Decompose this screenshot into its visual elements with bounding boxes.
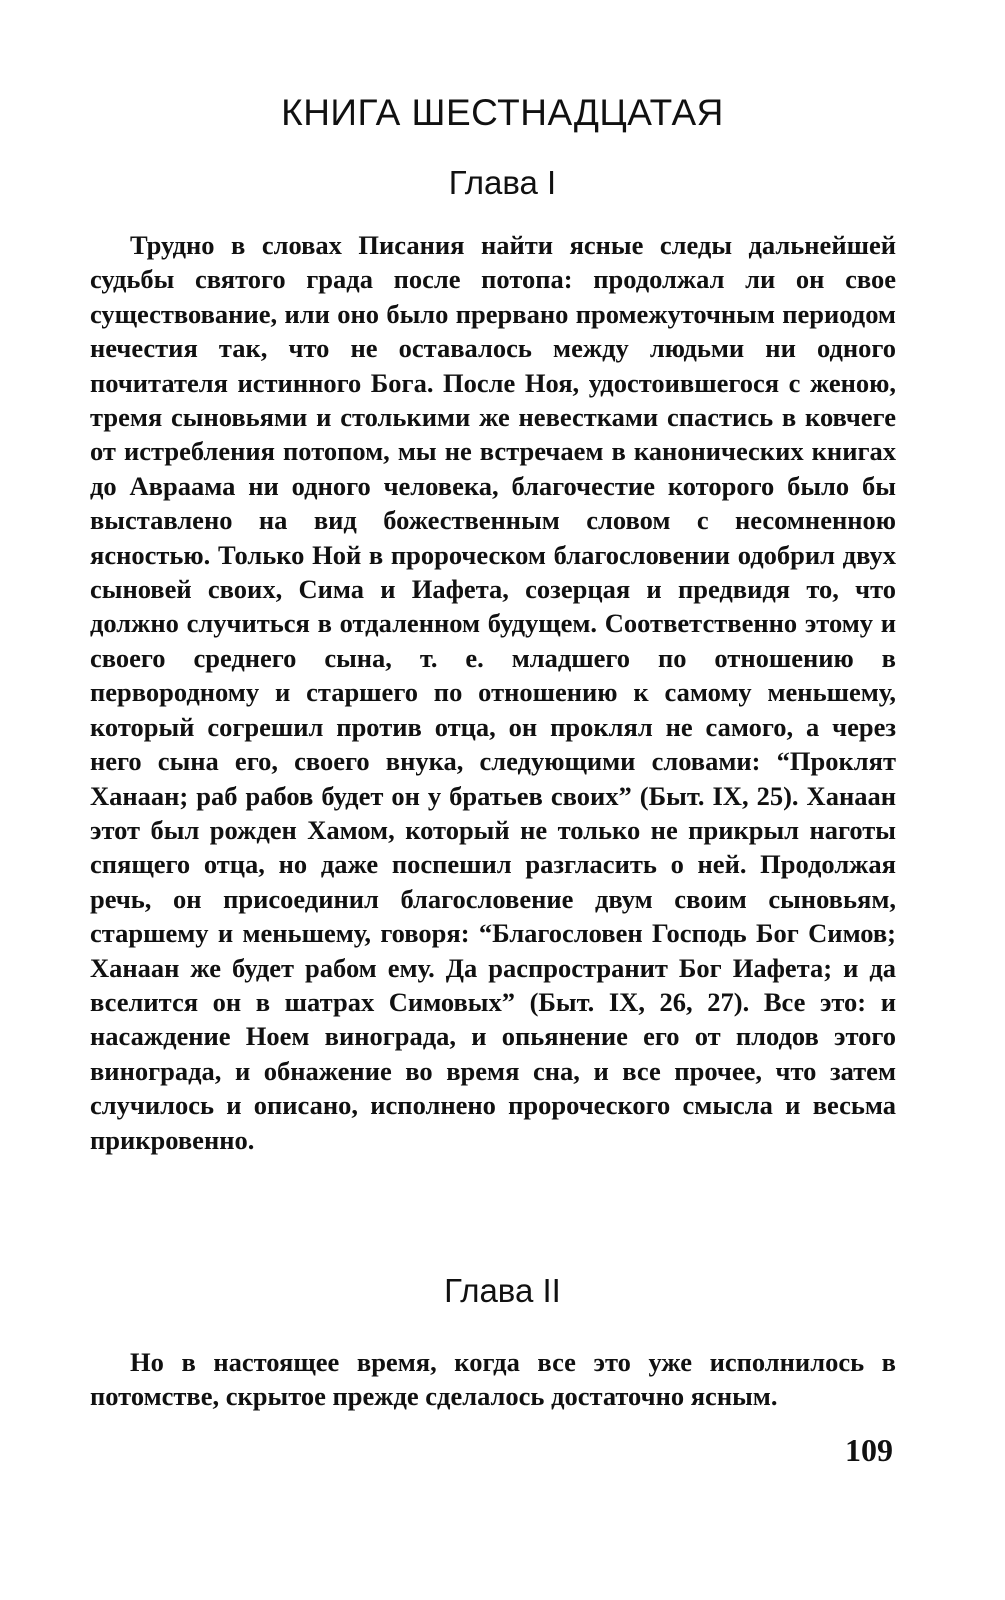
chapter-paragraph: Но в настоящее время, когда все это уже исполнилось в потомстве, скрытое прежде сделалось достаточно ясным. — [90, 1347, 896, 1412]
chapter-heading: Глава II — [444, 1272, 561, 1309]
book-title: КНИГА ШЕСТНАДЦАТАЯ — [281, 92, 724, 133]
page-number: 109 — [845, 1432, 893, 1468]
chapter-heading: Глава I — [448, 164, 557, 201]
chapter-paragraph: Трудно в словах Писания найти ясные следы дальнейшей судьбы святого града после потопа: продолжал ли он свое существование, или оно было прервано промежуточным периодом нечестия так, что не оставалось между людьми ни одного почитателя истинного Бога. После Ноя, удостоившегося с женою, тремя сыновьями и столькими же невестками спастись в ковчеге от истребления потопом, мы не встречаем в канонических книгах до Авраама ни одного человека, благочестие которого было бы выставлено на вид божественным словом с несомненною ясностью. Только Ной в пророческом благословении одобрил двух сыновей своих, Сима и Иафета, созерцая и предвидя то, что должно случиться в отдаленном будущем. Соответственно этому и своего среднего сына, т. е. младшего по отношению в первородному и старшего по отношению к самому меньшему, который согрешил против отца, он проклял не самого, а через него сына его, своего внука, следующими словами: “Проклят Ханаан; раб рабов будет он у братьев своих” (Быт. IX, 25). Ханаан этот был рожден Хамом, который не только не прикрыл наготы спящего отца, но даже поспешил разгласить о ней. Продолжая речь, он присоединил благословение двум своим сыновьям, старшему и меньшему, говоря: “Благословен Господь Бог Симов; Ханаан же будет рабом ему. Да распространит Бог Иафета; и да вселится он в шатрах Симовых” (Быт. IX, 26, 27). Все это: и насаждение Ноем винограда, и опьянение его от плодов этого винограда, и обнажение во время сна, и все прочее, что затем случилось и описано, исполнено пророческого смысла и весьма прикровенно. — [90, 230, 896, 1155]
